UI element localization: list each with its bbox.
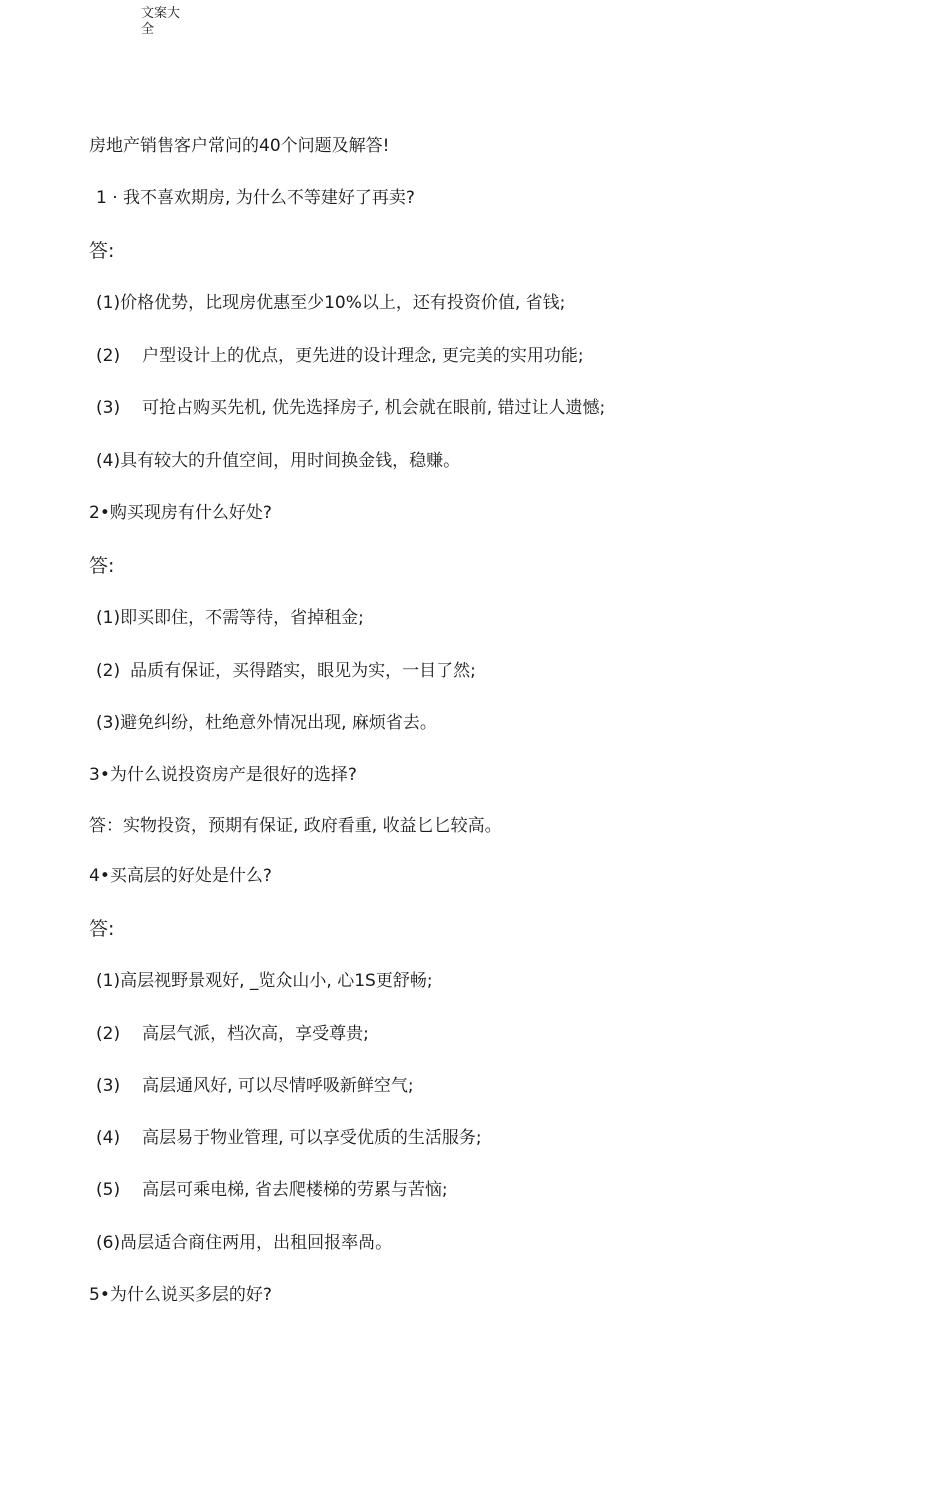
answer-item xyxy=(96,1232,392,1254)
document-title: 房地产销售客户常问的40个问题及解答! xyxy=(89,136,390,156)
question-line: 1 · 我不喜欢期房, 为什么不等建好了再卖? xyxy=(96,188,415,208)
item-text: 高层可乘电梯, 省去爬楼梯的劳累与苦恼; xyxy=(142,1180,448,1200)
item-text: 可抢占购买先机, 优先选择房子, 机会就在眼前, 错过让人遗憾; xyxy=(142,398,606,418)
item-number: (1) xyxy=(96,608,121,628)
item-number: (3) xyxy=(96,1076,121,1096)
answer-item xyxy=(96,970,433,992)
item-text: 高层易于物业管理, 可以享受优质的生活服务; xyxy=(142,1128,482,1148)
item-text: 避免纠纷，杜绝意外情况出现, 麻烦省去。 xyxy=(120,713,437,733)
item-text: 高层气派，档次高，享受尊贵; xyxy=(142,1024,369,1044)
item-text: 即买即住，不需等待，省掉租金; xyxy=(120,608,364,628)
answer-label: 答: xyxy=(89,555,115,577)
item-text: 咼层适合商住两用，出租回报率咼。 xyxy=(120,1233,393,1253)
answer-item xyxy=(96,660,476,682)
answer-item xyxy=(96,450,460,472)
item-text: 价格优势，比现房优惠至少10%以上，还有投资价值, 省钱; xyxy=(120,293,566,313)
answer-label: 答: xyxy=(89,240,115,262)
item-number: (3) xyxy=(96,713,121,733)
answer-item xyxy=(96,712,437,734)
item-number: (3) xyxy=(96,398,121,418)
question-line: 答：实物投资，预期有保证, 政府看重, 收益匕匕较高。 xyxy=(89,816,502,836)
answer-item xyxy=(96,1179,448,1201)
item-text: 高层通风好, 可以尽情呼吸新鲜空气; xyxy=(142,1076,414,1096)
item-number: (4) xyxy=(96,451,121,471)
answer-item xyxy=(96,1075,414,1097)
item-number: (1) xyxy=(96,293,121,313)
item-number: (5) xyxy=(96,1180,121,1200)
answer-item xyxy=(96,607,364,629)
question-line: 2•购买现房有什么好处? xyxy=(89,503,272,523)
question-line: 3•为什么说投资房产是很好的选择? xyxy=(89,765,357,785)
answer-item xyxy=(96,1023,369,1045)
item-number: (2) xyxy=(96,346,121,366)
answer-item xyxy=(96,345,584,367)
answer-item xyxy=(96,397,605,419)
item-number: (4) xyxy=(96,1128,121,1148)
header-note: 文案大全 xyxy=(141,6,181,37)
item-text: 具有较大的升值空间，用时间换金钱，稳赚。 xyxy=(120,451,461,471)
item-text: 高层视野景观好, _览众山小, 心1S更舒畅; xyxy=(120,971,433,991)
item-text: 品质有保证，买得踏实，眼见为实，一目了然; xyxy=(130,661,476,681)
item-number: (1) xyxy=(96,971,121,991)
item-number: (2) xyxy=(96,1024,121,1044)
answer-label: 答: xyxy=(89,918,115,940)
item-text: 户型设计上的优点，更先进的设计理念, 更完美的实用功能; xyxy=(142,346,584,366)
answer-item xyxy=(96,1127,482,1149)
question-line: 4•买高层的好处是什么? xyxy=(89,866,272,886)
answer-item xyxy=(96,292,565,314)
item-number: (2) xyxy=(96,661,121,681)
item-number: (6) xyxy=(96,1233,121,1253)
question-line: 5•为什么说买多层的好? xyxy=(89,1285,272,1305)
